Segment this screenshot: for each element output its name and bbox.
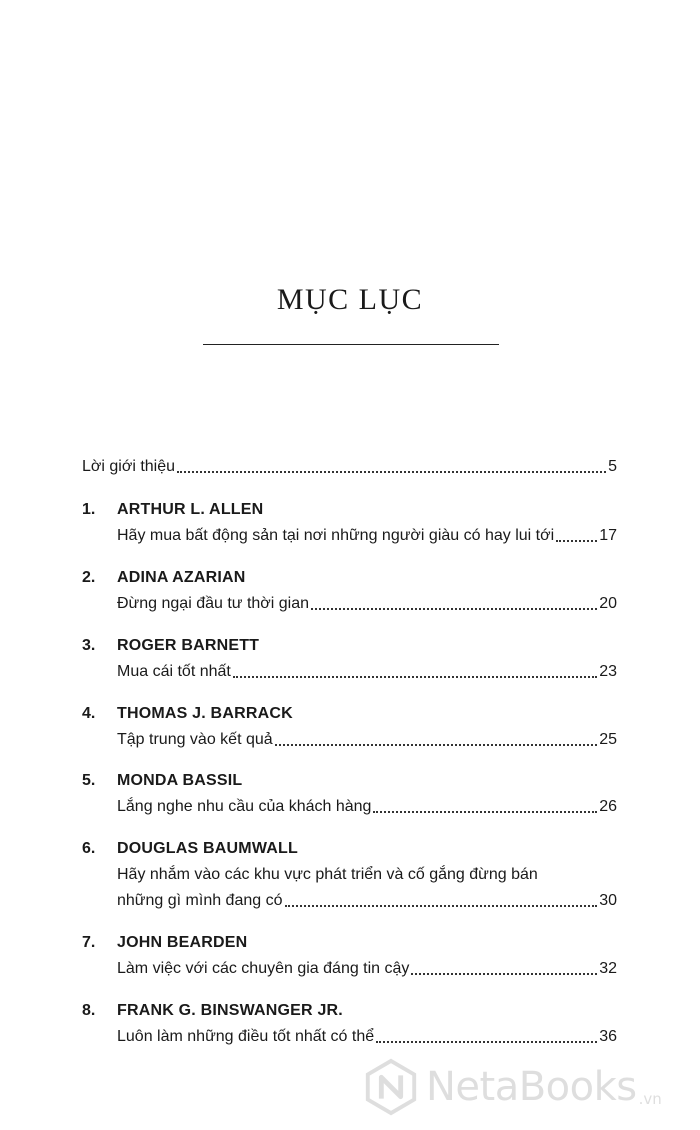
chapter-number: 4. (82, 705, 96, 722)
chapter-number: 1. (82, 501, 96, 518)
dot-leader (411, 973, 597, 975)
chapter-author: ARTHUR L. ALLEN (117, 501, 264, 518)
entry-page-number: 23 (599, 663, 617, 680)
chapter-author: DOUGLAS BAUMWALL (117, 840, 298, 857)
chapter-number: 5. (82, 772, 96, 789)
entry-page-number: 25 (599, 731, 617, 748)
entry-page-number: 32 (599, 960, 617, 977)
chapter-number: 3. (82, 637, 96, 654)
toc-entry[interactable] (117, 1026, 617, 1048)
entry-page-number: 17 (599, 527, 617, 544)
entry-title: Lời giới thiệu (82, 458, 176, 475)
toc-entry[interactable] (117, 729, 617, 751)
entry-title-continued: những gì mình đang có (117, 892, 283, 909)
dot-leader (177, 471, 606, 473)
entry-page-number: 5 (608, 458, 617, 475)
chapter-author: ROGER BARNETT (117, 637, 260, 654)
entry-page-number: 30 (599, 892, 617, 909)
dot-leader (233, 676, 597, 678)
chapter-author: THOMAS J. BARRACK (117, 705, 293, 722)
toc-entry[interactable] (117, 958, 617, 980)
dot-leader (376, 1041, 597, 1043)
entry-page-number: 20 (599, 595, 617, 612)
chapter-author: MONDA BASSIL (117, 772, 243, 789)
entry-page-number: 26 (599, 798, 617, 815)
entry-title: Đừng ngại đầu tư thời gian (117, 595, 310, 612)
title-divider (203, 344, 499, 345)
chapter-number: 8. (82, 1002, 96, 1019)
entry-title: Tập trung vào kết quả (117, 731, 273, 748)
watermark-suffix: .vn (638, 1090, 662, 1108)
toc-entry-intro[interactable] (82, 456, 617, 478)
entry-title: Hãy nhắm vào các khu vực phát triển và cố gắng đừng bán (117, 866, 538, 883)
dot-leader (556, 540, 597, 542)
entry-title: Lắng nghe nhu cầu của khách hàng (117, 798, 372, 815)
dot-leader (285, 905, 598, 907)
toc-entry[interactable] (117, 661, 617, 683)
toc-entry[interactable] (117, 796, 617, 818)
dot-leader (275, 744, 598, 746)
toc-entry-line[interactable] (117, 864, 617, 886)
chapter-number: 2. (82, 569, 96, 586)
chapter-author: ADINA AZARIAN (117, 569, 246, 586)
toc-entry[interactable] (117, 593, 617, 615)
entry-title: Luôn làm những điều tốt nhất có thể (117, 1028, 375, 1045)
chapter-number: 7. (82, 934, 96, 951)
watermark (362, 1052, 692, 1122)
chapter-number: 6. (82, 840, 96, 857)
toc-entry[interactable] (117, 890, 617, 912)
entry-page-number: 36 (599, 1028, 617, 1045)
toc-entry[interactable] (117, 525, 617, 547)
chapter-author: JOHN BEARDEN (117, 934, 248, 951)
dot-leader (311, 608, 597, 610)
watermark-brand: NetaBooks (426, 1064, 637, 1110)
dot-leader (373, 811, 597, 813)
netabooks-logo-icon (362, 1058, 420, 1116)
entry-title: Mua cái tốt nhất (117, 663, 231, 680)
entry-title: Hãy mua bất động sản tại nơi những người giàu có hay lui tới (117, 527, 555, 544)
entry-title: Làm việc với các chuyên gia đáng tin cậy (117, 960, 410, 977)
page-title: MỤC LỤC (276, 283, 424, 316)
chapter-author: FRANK G. BINSWANGER JR. (117, 1002, 343, 1019)
